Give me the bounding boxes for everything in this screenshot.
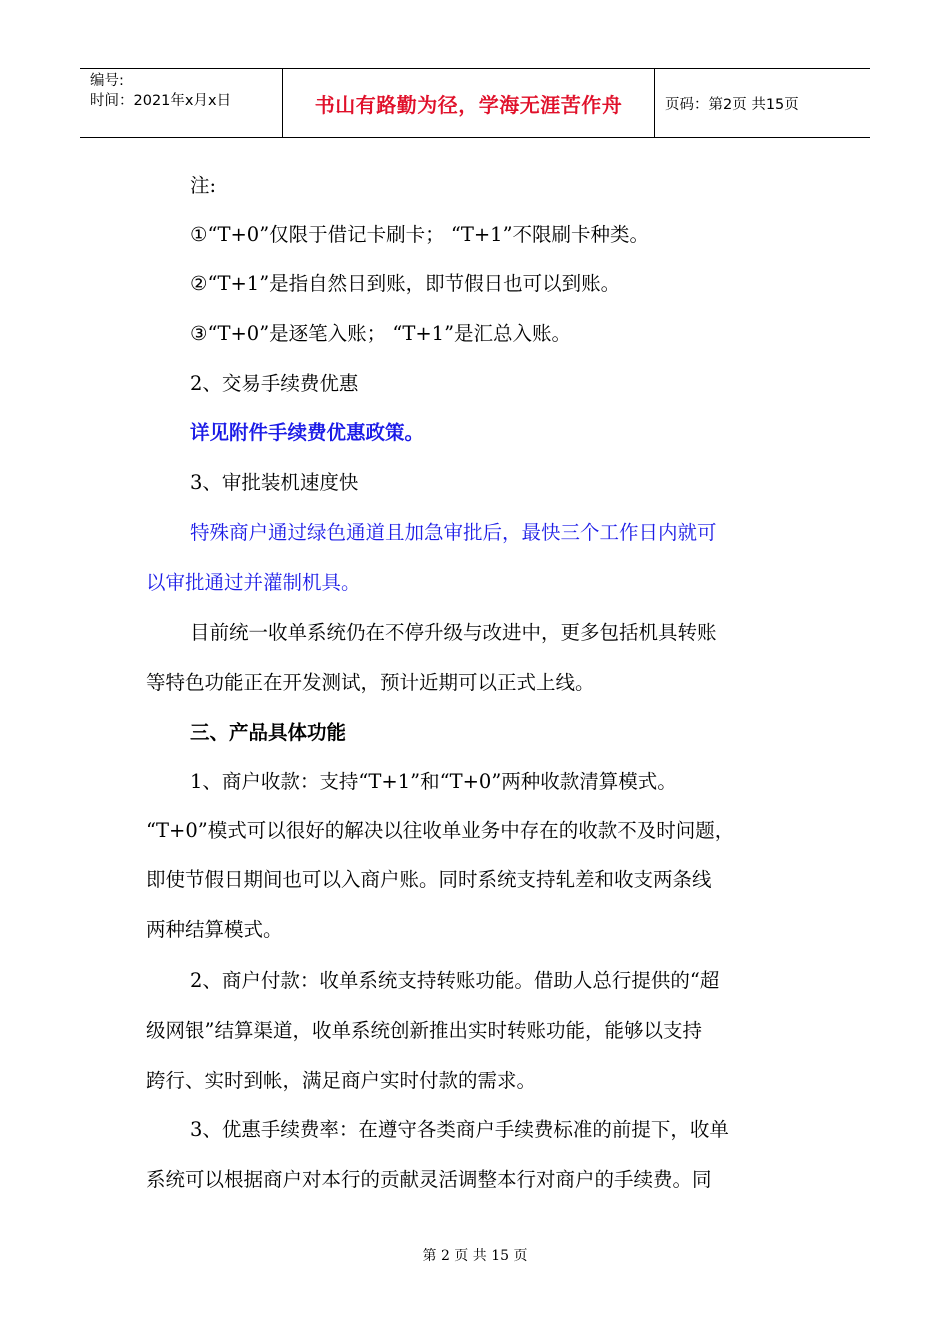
section-fast-approval: 3、审批装机速度快: [190, 471, 359, 494]
fee-rate-2: 系统可以根据商户对本行的贡献灵活调整本行对商户的手续费。同: [146, 1168, 712, 1191]
fast-approval-text-1: 特殊商户通过绿色通道且加急审批后，最快三个工作日内就可: [190, 521, 717, 544]
merchant-payment-2: 级网银”结算渠道，收单系统创新推出实时转账功能，能够以支持: [146, 1019, 702, 1042]
header-table: [80, 68, 870, 138]
note-heading: 注:: [190, 174, 217, 197]
merchant-collection-3: 即使节假日期间也可以入商户账。同时系统支持轧差和收支两条线: [146, 868, 712, 891]
merchant-collection-1: 1、商户收款：支持“T+1”和“T+0”两种收款清算模式。: [190, 770, 677, 793]
fee-policy-note: 详见附件手续费优惠政策。: [190, 421, 425, 444]
header-page-code: 页码：第2页 共15页: [665, 96, 799, 113]
number-label: 编号:: [90, 73, 124, 89]
section-fee-discount: 2、交易手续费优惠: [190, 372, 359, 395]
merchant-collection-2: “T+0”模式可以很好的解决以往收单业务中存在的收款不及时问题，: [146, 819, 735, 842]
note-item-3: ③“T+0”是逐笔入账； “T+1”是汇总入账。: [190, 322, 572, 345]
upgrade-text-2: 等特色功能正在开发测试，预计近期可以正式上线。: [146, 671, 595, 694]
note-item-1: ①“T+0”仅限于借记卡刷卡； “T+1”不限刷卡种类。: [190, 223, 650, 246]
merchant-collection-4: 两种结算模式。: [146, 918, 283, 941]
header-motto: 书山有路勤为径，学海无涯苦作舟: [283, 69, 655, 137]
merchant-payment-3: 跨行、实时到帐，满足商户实时付款的需求。: [146, 1069, 537, 1092]
date-label: 时间：2021年x月x日: [90, 93, 232, 109]
note-item-2: ②“T+1”是指自然日到账，即节假日也可以到账。: [190, 272, 621, 295]
upgrade-text-1: 目前统一收单系统仍在不停升级与改进中，更多包括机具转账: [190, 621, 717, 644]
section-product-functions: 三、产品具体功能: [190, 721, 347, 744]
fast-approval-text-2: 以审批通过并灌制机具。: [146, 571, 361, 594]
fee-rate-1: 3、优惠手续费率：在遵守各类商户手续费标准的前提下，收单: [190, 1118, 729, 1141]
page-footer: 第 2 页 共 15 页: [422, 1248, 528, 1264]
merchant-payment-1: 2、商户付款：收单系统支持转账功能。借助人总行提供的“超: [190, 969, 720, 992]
header-left-cell: [80, 69, 283, 137]
